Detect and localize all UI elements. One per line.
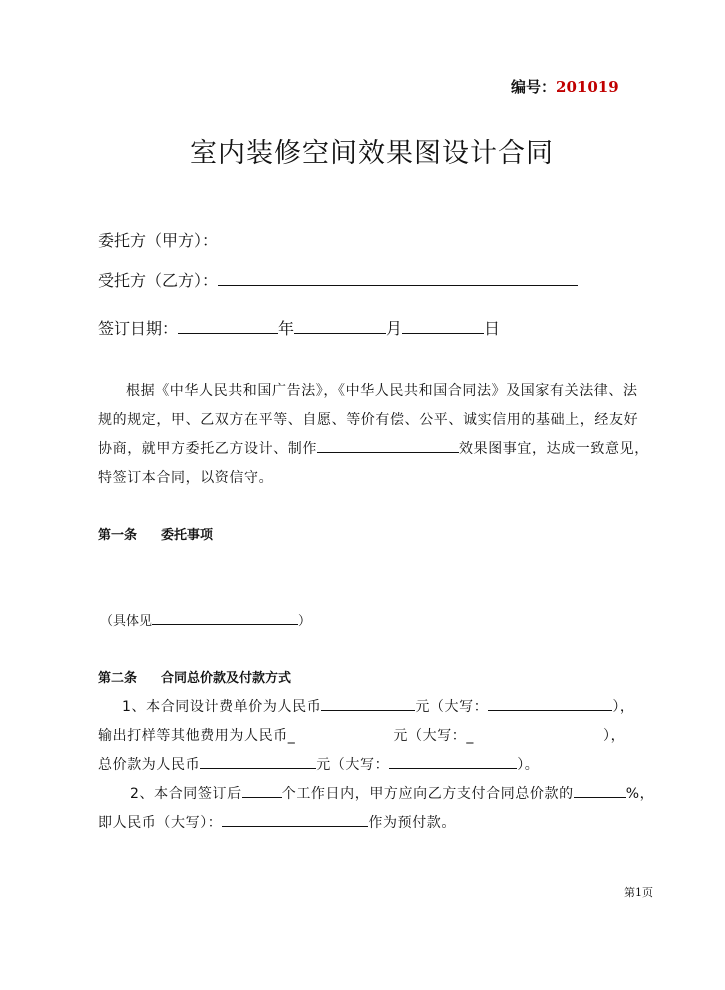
page-number: 第1页 xyxy=(624,886,653,899)
contract-title: 室内装修空间效果图设计合同 xyxy=(190,138,554,169)
advance-days-blank[interactable] xyxy=(242,783,282,798)
preamble-line-4: 特签订本合同，以资信守。 xyxy=(98,470,274,486)
article-2-line-4 xyxy=(130,783,654,803)
article-1-detail-close: ） xyxy=(298,614,312,629)
contractor-party-line xyxy=(98,268,578,291)
advance-percent-label: 个工作日内，甲方应向乙方支付合同总价款的 xyxy=(281,786,574,802)
article-2-number: 第二条 xyxy=(98,671,138,686)
article-2-line-5 xyxy=(98,812,456,832)
article-2-title: 合同总价款及付款方式 xyxy=(161,671,292,686)
other-fees-label: 输出打样等其他费用为人民币_ xyxy=(98,728,296,744)
client-label: 委托方（甲方）： xyxy=(98,231,219,250)
article-2-line-2 xyxy=(98,725,625,745)
design-item-blank[interactable] xyxy=(317,438,459,453)
unit-price-blank[interactable] xyxy=(321,696,415,711)
contractor-blank[interactable] xyxy=(218,269,578,286)
advance-percent-blank[interactable] xyxy=(574,783,626,798)
day-label: 日 xyxy=(484,319,501,338)
year-label: 年 xyxy=(278,319,295,338)
total-price-blank[interactable] xyxy=(200,754,316,769)
preamble-line-3 xyxy=(98,438,649,458)
unit-price-capital-blank[interactable] xyxy=(488,696,612,711)
total-price-capital-label: 元（大写： xyxy=(316,757,390,773)
sign-month-blank[interactable] xyxy=(294,317,386,334)
total-price-label: 总价款为人民币 xyxy=(98,757,201,773)
sign-day-blank[interactable] xyxy=(402,317,484,334)
article-2-line-3 xyxy=(98,754,539,774)
unit-price-capital-label: 元（大写： xyxy=(415,699,489,715)
other-fees-capital-label: 元（大写：_ xyxy=(393,728,475,744)
article-1-detail-blank[interactable] xyxy=(152,611,298,625)
advance-days-label: 2、本合同签订后 xyxy=(130,786,242,802)
article-1-title: 委托事项 xyxy=(161,528,214,543)
total-price-close: ）。 xyxy=(517,757,540,773)
preamble-line-2: 规的规定，甲、乙双方在平等、自愿、等价有偿、公平、诚实信用的基础上，经友好 xyxy=(98,412,639,428)
contract-number-label: 编号： xyxy=(511,78,557,96)
article-2-line-1 xyxy=(122,696,635,716)
article-1-number: 第一条 xyxy=(98,528,138,543)
article-1-detail xyxy=(100,610,311,629)
other-fees-close: ）， xyxy=(603,728,626,744)
advance-amount-end: 作为预付款。 xyxy=(368,815,457,831)
contract-number xyxy=(511,76,619,97)
total-price-capital-blank[interactable] xyxy=(389,754,517,769)
article-2-heading xyxy=(98,667,291,686)
contract-number-value: 201019 xyxy=(556,78,619,96)
contractor-label: 受托方（乙方）： xyxy=(98,271,219,290)
article-1-detail-open: （具体见 xyxy=(100,614,153,629)
preamble-line-1: 根据《中华人民共和国广告法》，《中华人民共和国合同法》及国家有关法律、法 xyxy=(126,383,638,399)
advance-percent-close: %， xyxy=(625,786,655,802)
sign-date-label: 签订日期： xyxy=(98,319,179,338)
sign-year-blank[interactable] xyxy=(178,317,278,334)
month-label: 月 xyxy=(386,319,403,338)
article-1-heading xyxy=(98,524,213,543)
unit-price-label: 1、本合同设计费单价为人民币 xyxy=(122,699,322,715)
client-party-line xyxy=(98,228,218,251)
unit-price-close: ）， xyxy=(612,699,635,715)
preamble-line-3-end: 效果图事宜，达成一致意见， xyxy=(459,441,649,457)
advance-amount-label: 即人民币（大写）： xyxy=(98,815,223,831)
advance-amount-blank[interactable] xyxy=(222,812,368,827)
preamble-line-3-start: 协商，就甲方委托乙方设计、制作 xyxy=(98,441,317,457)
sign-date-line xyxy=(98,316,500,339)
